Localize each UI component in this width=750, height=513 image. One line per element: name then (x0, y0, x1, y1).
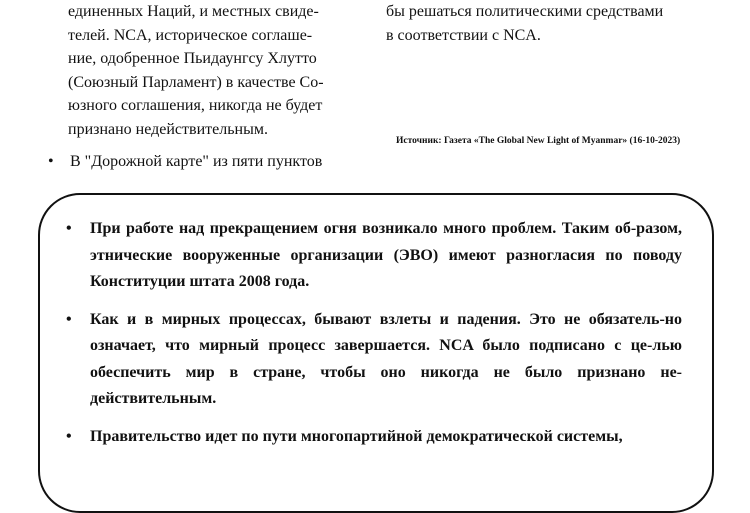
box-bullet-item (66, 307, 682, 413)
paragraph-line: единенных Наций, и местных свиде- (68, 3, 319, 20)
bullet-icon: • (48, 153, 54, 170)
continued-paragraph (46, 0, 364, 141)
paragraph-line: в соответствии с NCA. (386, 26, 541, 44)
highlight-box-list (66, 216, 682, 461)
paragraph-line: бы решаться политическими средствами (386, 3, 664, 20)
box-bullet-text: При работе над прекращением огня возникало много проблем. Таким об-разом, этнические вооруженные организации (ЭВО) имеют разногласия по поводу Конституции штата 2008 года. (90, 220, 682, 290)
bullet-item (46, 150, 364, 174)
source-caption: Источник: Газета «The Global New Light of Myanmar» (16-10-2023) (396, 136, 681, 146)
box-bullet-text: Правительство идет по пути многопартийной демократической системы, (90, 427, 623, 445)
box-bullet-item (66, 216, 682, 296)
right-column (386, 0, 706, 47)
left-column (46, 0, 364, 174)
bullet-text: В "Дорожной карте" из пяти пунктов (70, 153, 323, 170)
paragraph-line: признано недействительным. (68, 120, 268, 138)
bullet-icon: • (66, 220, 72, 237)
paragraph-line: телей. NCA, историческое соглаше- (68, 26, 313, 44)
paragraph-line: (Союзный Парламент) в качестве Со- (68, 73, 324, 91)
paragraph-line: юзного соглашения, никогда не будет (68, 97, 323, 114)
bullet-icon: • (66, 427, 72, 445)
box-bullet-text: Как и в мирных процессах, бывают взлеты и падения. Это не обязатель-но означает, что мирный процесс завершается. NCA было подписано с це-лью обеспечить мир в стране, чтобы оно никогда не было признано не-действительным. (90, 310, 682, 407)
bullet-icon: • (66, 310, 72, 328)
paragraph-line: ние, одобренное Пьидаунгсу Хлутто (68, 50, 317, 67)
box-bullet-item (66, 424, 682, 451)
